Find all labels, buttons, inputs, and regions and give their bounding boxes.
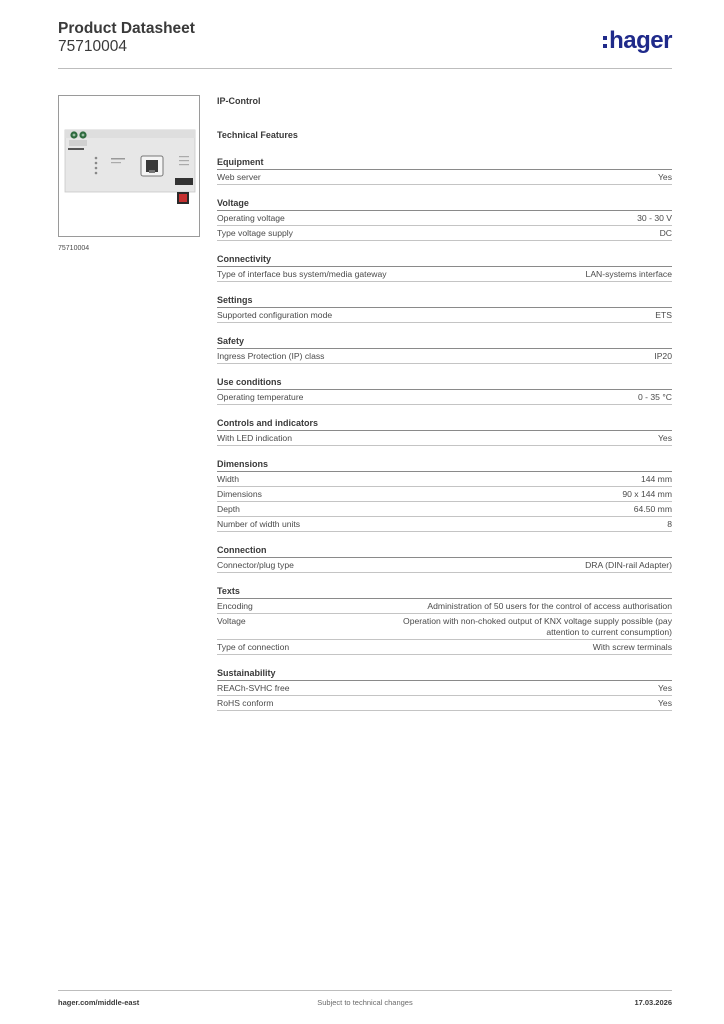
- section-title: Voltage: [217, 197, 672, 211]
- section-title: Settings: [217, 294, 672, 308]
- section-title: Equipment: [217, 156, 672, 170]
- feature-row: [217, 599, 672, 614]
- feature-value: LAN-systems interface: [585, 269, 672, 279]
- section-title: Texts: [217, 585, 672, 599]
- feature-value: 144 mm: [640, 474, 672, 484]
- feature-value: 90 x 144 mm: [622, 489, 672, 499]
- feature-row: [217, 390, 672, 405]
- feature-row: [217, 517, 672, 532]
- feature-label: Type voltage supply: [217, 228, 293, 238]
- feature-row: [217, 696, 672, 711]
- footer-website: hager.com/middle-east: [58, 998, 140, 1007]
- feature-label: Ingress Protection (IP) class: [217, 351, 325, 361]
- feature-section: [217, 294, 672, 323]
- product-image-frame: [58, 95, 200, 237]
- logo-dots-icon: [603, 36, 607, 48]
- feature-value: 30 - 30 V: [637, 213, 672, 223]
- feature-row: [217, 502, 672, 517]
- feature-value: Administration of 50 users for the control of access authorisation: [427, 601, 672, 611]
- din-rail-device-icon: [59, 96, 199, 236]
- section-title: Safety: [217, 335, 672, 349]
- footer-notice: Subject to technical changes: [317, 998, 413, 1007]
- feature-label: Supported configuration mode: [217, 310, 333, 320]
- feature-value: Yes: [657, 683, 672, 693]
- feature-section: [217, 376, 672, 405]
- feature-section: [217, 458, 672, 532]
- feature-label: Depth: [217, 504, 240, 514]
- datasheet-content: [217, 96, 672, 711]
- feature-row: [217, 640, 672, 655]
- section-title: Controls and indicators: [217, 417, 672, 431]
- page-title: Product Datasheet: [58, 20, 195, 37]
- footer-date: 17.03.2026: [634, 998, 672, 1007]
- feature-label: Width: [217, 474, 239, 484]
- feature-sections: [217, 156, 672, 711]
- feature-section: [217, 253, 672, 282]
- feature-value: 64.50 mm: [633, 504, 672, 514]
- feature-label: Encoding: [217, 601, 253, 611]
- feature-value: IP20: [654, 351, 672, 361]
- hager-logo: [603, 26, 672, 56]
- technical-features-title: Technical Features: [217, 130, 298, 140]
- feature-section: [217, 544, 672, 573]
- feature-row: [217, 614, 672, 640]
- feature-row: [217, 431, 672, 446]
- feature-row: [217, 472, 672, 487]
- product-image-caption: 75710004: [58, 245, 90, 252]
- feature-section: [217, 585, 672, 655]
- section-title: Dimensions: [217, 458, 672, 472]
- feature-value: Operation with non-choked output of KNX voltage supply possible (pay attention to current consumption): [403, 616, 672, 637]
- feature-row: [217, 558, 672, 573]
- feature-label: Operating voltage: [217, 213, 285, 223]
- feature-value: Yes: [657, 698, 672, 708]
- feature-label: Type of connection: [217, 642, 290, 652]
- feature-label: Dimensions: [217, 489, 262, 499]
- feature-value: 0 - 35 °C: [637, 392, 672, 402]
- feature-label: RoHS conform: [217, 698, 274, 708]
- feature-label: Web server: [217, 172, 261, 182]
- feature-row: [217, 211, 672, 226]
- footer-divider: [58, 990, 672, 991]
- feature-section: [217, 417, 672, 446]
- section-title: Connectivity: [217, 253, 672, 267]
- page-header: [58, 20, 672, 68]
- feature-label: Voltage: [217, 616, 246, 626]
- feature-row: [217, 349, 672, 364]
- feature-row: [217, 308, 672, 323]
- feature-row: [217, 226, 672, 241]
- feature-value: DRA (DIN-rail Adapter): [585, 560, 672, 570]
- header-divider: [58, 68, 672, 69]
- section-title: Sustainability: [217, 667, 672, 681]
- feature-label: Operating temperature: [217, 392, 304, 402]
- feature-section: [217, 197, 672, 241]
- product-name: IP-Control: [217, 96, 261, 106]
- feature-value: With screw terminals: [592, 642, 672, 652]
- feature-value: Yes: [657, 433, 672, 443]
- feature-section: [217, 156, 672, 185]
- feature-value: 8: [667, 519, 672, 529]
- feature-row: [217, 170, 672, 185]
- feature-label: REACh-SVHC free: [217, 683, 290, 693]
- feature-label: Number of width units: [217, 519, 301, 529]
- page-subtitle: 75710004: [58, 38, 127, 55]
- feature-section: [217, 335, 672, 364]
- logo-text: hager: [609, 27, 672, 54]
- feature-row: [217, 487, 672, 502]
- feature-label: Type of interface bus system/media gateway: [217, 269, 387, 279]
- feature-value: DC: [659, 228, 672, 238]
- feature-row: [217, 681, 672, 696]
- feature-label: With LED indication: [217, 433, 292, 443]
- section-title: Connection: [217, 544, 672, 558]
- feature-row: [217, 267, 672, 282]
- section-title: Use conditions: [217, 376, 672, 390]
- feature-value: Yes: [657, 172, 672, 182]
- feature-label: Connector/plug type: [217, 560, 294, 570]
- feature-section: [217, 667, 672, 711]
- feature-value: ETS: [655, 310, 672, 320]
